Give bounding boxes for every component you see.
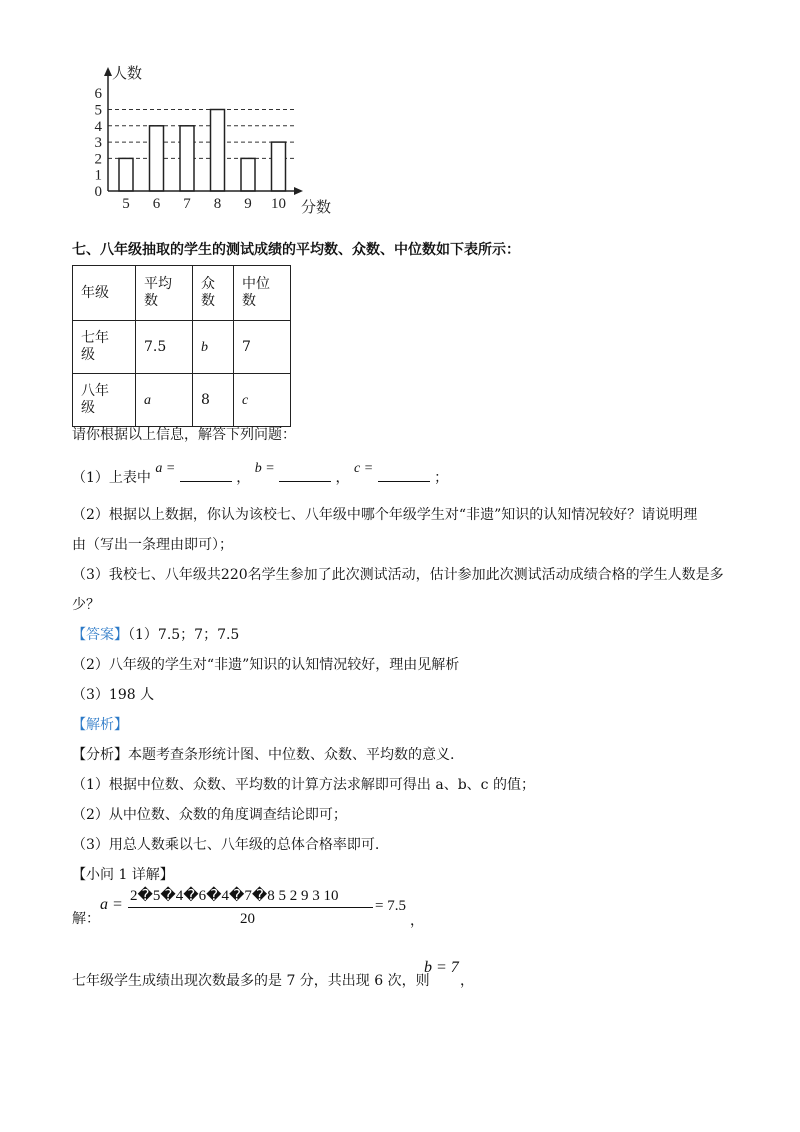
y-tick-label: 3 — [94, 135, 102, 152]
chart-x-ticks — [122, 196, 286, 212]
analysis-point-2: （2）从中位数、众数的角度调查结论即可； — [72, 807, 347, 823]
header-mode: 众数 — [193, 266, 234, 321]
question-2-line-2: 由（写出一条理由即可）； — [72, 537, 233, 553]
formula-numerator: 2�5�4�6�4�7�8 5 2 9 3 10 — [130, 888, 339, 904]
y-tick-label: 4 — [94, 118, 102, 135]
x-axis-arrow — [294, 187, 303, 195]
answer-line-3: （3）198 人 — [72, 687, 155, 703]
y-tick-label: 0 — [94, 184, 102, 200]
chart-bars — [119, 110, 286, 192]
x-axis-label: 分数 — [301, 200, 332, 216]
blank-b[interactable] — [279, 467, 331, 482]
formula-rhs: = 7.5 — [375, 898, 406, 914]
mode-equation: b = 7 — [424, 959, 459, 976]
chart-dashed-lines — [108, 110, 294, 159]
blank-a[interactable] — [180, 467, 232, 482]
formula-end: ， — [410, 913, 424, 929]
question-intro: 请你根据以上信息，解答下列问题： — [72, 427, 296, 443]
y-tick-label: 6 — [94, 86, 102, 103]
analysis-summary: 【分析】本题考查条形统计图、中位数、众数、平均数的意义. — [72, 747, 455, 763]
header-median: 中位数 — [234, 266, 291, 321]
x-tick-label: 7 — [183, 196, 191, 212]
cell-mean-8: a — [136, 374, 193, 427]
x-tick-label: 10 — [271, 196, 286, 212]
table-header-row — [73, 266, 291, 321]
x-tick-label: 5 — [122, 196, 130, 212]
header-grade: 年级 — [73, 266, 136, 321]
formula-lhs: a = — [100, 896, 123, 913]
blank-c[interactable] — [378, 467, 430, 482]
cell-mode-8: 8 — [193, 374, 234, 427]
bar — [150, 126, 164, 191]
fraction-bar — [128, 907, 373, 908]
bar — [180, 126, 194, 191]
solve-label: 解： — [72, 911, 100, 927]
question-2-line-1: （2）根据以上数据，你认为该校七、八年级中哪个年级学生对“非遗”知识的认知情况较好？请说明理 — [72, 507, 698, 523]
analysis-point-1: （1）根据中位数、众数、平均数的计算方法求解即可得出 a、b、c 的值； — [72, 777, 535, 793]
cell-median-7: 7 — [234, 321, 291, 374]
y-tick-label: 1 — [94, 167, 102, 184]
answer-line-1: 【答案】（1）7.5；7；7.5 — [72, 627, 240, 643]
cell-median-8: c — [234, 374, 291, 427]
answer-tag: 【答案】 — [72, 627, 128, 643]
section-title: 七、八年级抽取的学生的测试成绩的平均数、众数、中位数如下表所示： — [72, 242, 520, 258]
detail-heading: 【小问 1 详解】 — [72, 867, 174, 883]
analysis-tag: 【解析】 — [72, 717, 128, 733]
cell-mean-7: 7.5 — [136, 321, 193, 374]
bar — [272, 142, 286, 191]
y-axis-label: 人数 — [112, 66, 143, 82]
x-tick-label: 6 — [152, 196, 161, 212]
formula-denominator: 20 — [240, 911, 255, 927]
score-table — [72, 265, 291, 427]
bar — [241, 158, 255, 191]
question-3-line-2: 少？ — [72, 597, 100, 613]
mode-end: ， — [460, 973, 474, 989]
table-row — [73, 321, 291, 374]
y-axis-arrow — [104, 67, 112, 76]
cell-mode-7: b — [193, 321, 234, 374]
cell-grade-8: 八年级 — [73, 374, 136, 427]
answer-line-2: （2）八年级的学生对“非遗”知识的认知情况较好，理由见解析 — [72, 657, 460, 673]
table-row — [73, 374, 291, 427]
x-tick-label: 9 — [244, 196, 252, 212]
y-tick-label: 2 — [94, 151, 102, 168]
analysis-point-3: （3）用总人数乘以七、八年级的总体合格率即可. — [72, 837, 380, 853]
y-tick-label: 5 — [94, 102, 102, 119]
bar — [119, 158, 133, 191]
question-3-line-1: （3）我校七、八年级共220名学生参加了此次测试活动，估计参加此次测试活动成绩合格的学生人数是多 — [72, 567, 724, 583]
chart-y-ticks — [95, 86, 103, 200]
bar — [211, 110, 225, 192]
header-mean: 平均数 — [136, 266, 193, 321]
bar-chart — [88, 64, 348, 216]
cell-grade-7: 七年级 — [73, 321, 136, 374]
question-1: （1）上表中 a = ， b = ， c = ； — [72, 461, 449, 486]
mode-statement: 七年级学生成绩出现次数最多的是 7 分，共出现 6 次，则 — [72, 973, 430, 989]
x-tick-label: 8 — [213, 196, 222, 212]
